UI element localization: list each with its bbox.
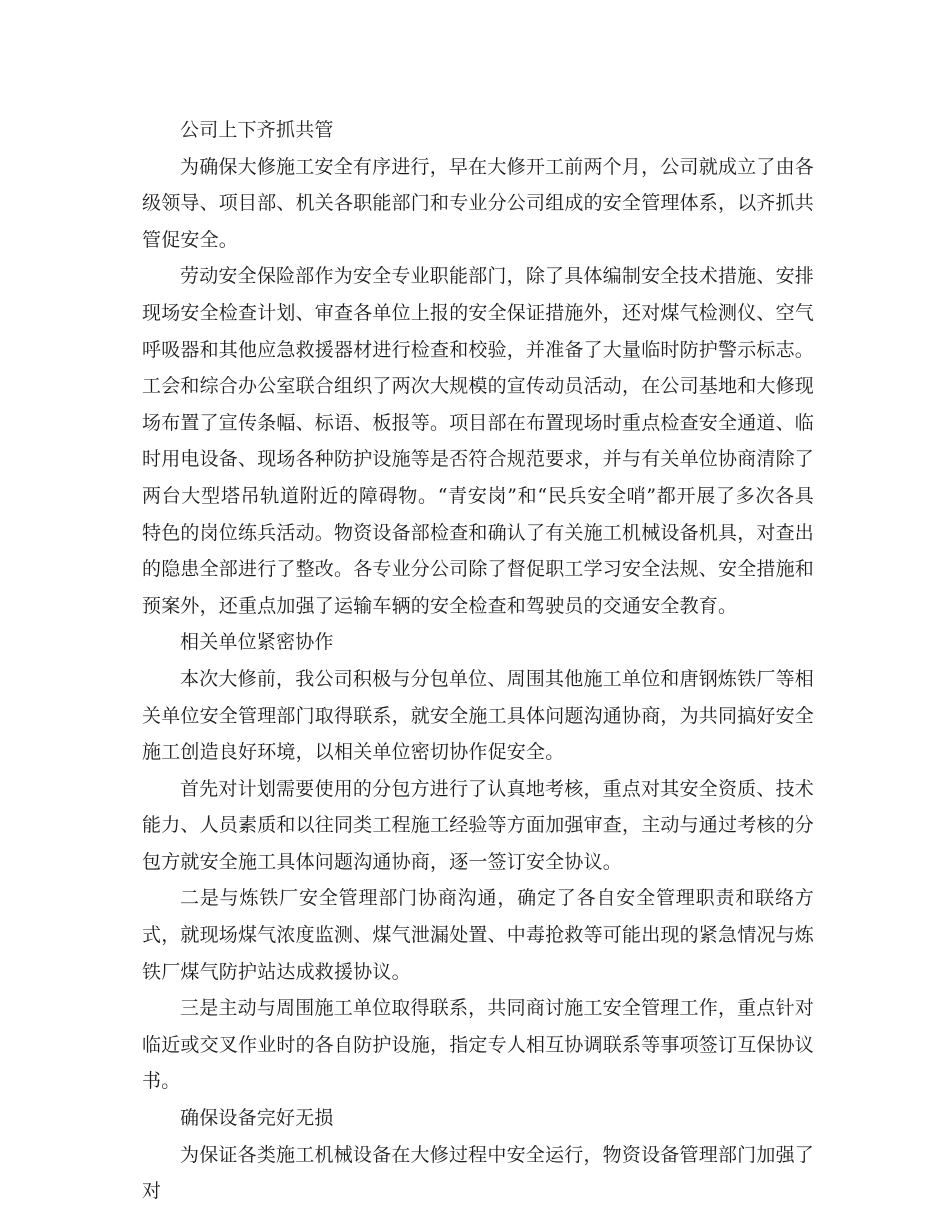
paragraph-1: 为确保大修施工安全有序进行，早在大修开工前两个月，公司就成立了由各级领导、项目部、机关各职能部门和专业分公司组成的安全管理体系，以齐抓共管促安全。: [142, 155, 815, 251]
paragraph-4: 首先对计划需要使用的分包方进行了认真地考核，重点对其安全资质、技术能力、人员素质和以往同类工程施工经验等方面加强审查，主动与通过考核的分包方就安全施工具体问题沟通协商，逐一签订安全协议。: [142, 777, 815, 873]
section-heading-2: 相关单位紧密协作: [180, 631, 334, 654]
paragraph-3: 本次大修前，我公司积极与分包单位、周围其他施工单位和唐钢炼铁厂等相关单位安全管理部门取得联系，就安全施工具体问题沟通协商，为共同搞好安全施工创造良好环境，以相关单位密切协作促安全。: [142, 667, 815, 764]
paragraph-7: 为保证各类施工机械设备在大修过程中安全运行，物资设备管理部门加强了对: [142, 1143, 814, 1203]
paragraph-2: 劳动安全保险部作为安全专业职能部门，除了具体编制安全技术措施、安排现场安全检查计划、审查各单位上报的安全保证措施外，还对煤气检测仪、空气呼吸器和其他应急救援器材进行检查和校验，并准备了大量临时防护警示标志。工会和综合办公室联合组织了两次大规模的宣传动员活动，在公司基地和大修现场布置了宣传条幅、标语、板报等。项目部在布置现场时重点检查安全通道、临时用电设备、现场各种防护设施等是否符合规范要求，并与有关单位协商清除了两台大型塔吊轨道附近的障碍物。“青安岗”和“民兵安全哨”都开展了多次各具特色的岗位练兵活动。物资设备部检查和确认了有关施工机械设备机具，对查出的隐患全部进行了整改。各专业分公司除了督促职工学习安全法规、安全措施和预案外，还重点加强了运输车辆的安全检查和驾驶员的交通安全教育。: [142, 265, 815, 617]
paragraph-5: 二是与炼铁厂安全管理部门协商沟通，确定了各自安全管理职责和联络方式，就现场煤气浓度监测、煤气泄漏处置、中毒抢救等可能出现的紧急情况与炼铁厂煤气防护站达成救援协议。: [142, 887, 815, 983]
paragraph-6: 三是主动与周围施工单位取得联系，共同商讨施工安全管理工作，重点针对临近或交叉作业时的各自防护设施，指定专人相互协调联系等事项签订互保协议书。: [142, 997, 815, 1093]
section-heading-1: 公司上下齐抓共管: [180, 119, 334, 141]
section-heading-3: 确保设备完好无损: [180, 1107, 334, 1130]
document-page: [142, 112, 814, 1210]
